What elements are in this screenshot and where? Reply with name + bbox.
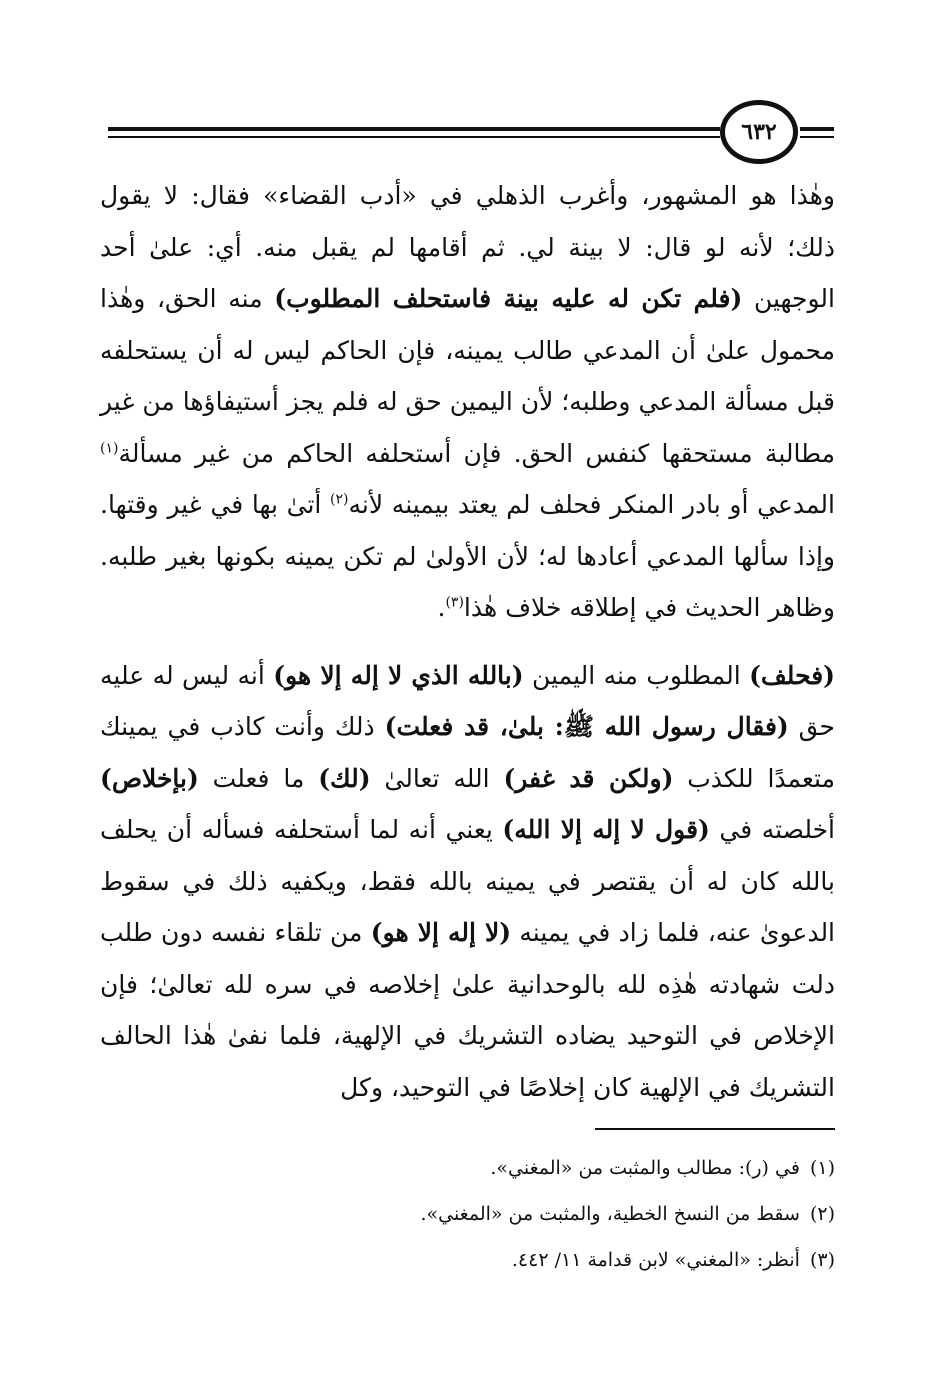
text-run: من تلقاء نفسه دون طلب دلت شهادته هٰذِه لله بالوحدانية علىٰ إخلاصه في سره لله تعالىٰ؛ فإن الإخلاص في التوحيد يضاده التشريك في الإلهية، فلما نفىٰ هٰذا الحالف التشريك في الإلهية كان إخلاصًا في التوحيد، وكل <box>100 918 835 1102</box>
footnote-ref-2: (٢) <box>330 491 349 508</box>
footnote-number: (٣) <box>809 1249 835 1271</box>
footnote-number: (١) <box>809 1157 835 1179</box>
text-run: ذلك وأنت كاذب في يمينك متعمدًا للكذب <box>100 712 835 793</box>
footnotes <box>100 1145 835 1283</box>
footnote-text: في (ر): مطالب والمثبت من «المغني». <box>490 1157 800 1179</box>
footnote-ref-1: (١) <box>100 440 119 457</box>
page-number: ٦٣٢ <box>720 100 798 164</box>
paragraph-1 <box>100 170 835 634</box>
quoted-hadith-text: (بالله الذي لا إله إلا هو) <box>273 660 524 690</box>
header-rule-right-thin <box>800 136 834 138</box>
text-run: . <box>437 593 446 622</box>
footnote-2 <box>100 1191 835 1237</box>
text-run: الله تعالىٰ <box>370 763 504 793</box>
footnote-3 <box>100 1237 835 1283</box>
quoted-hadith-text: (فلم تكن له عليه بينة فاستحلف المطلوب) <box>274 284 743 313</box>
header-rule <box>108 127 720 131</box>
paragraph-2 <box>100 650 835 1114</box>
text-run: أنه ليس له عليه حق <box>100 660 835 741</box>
quoted-hadith-text: (فحلف) <box>749 660 835 690</box>
footnote-separator <box>595 1128 835 1130</box>
quoted-hadith-text: (بإخلاص) <box>100 763 199 793</box>
text-run: أتىٰ بها في غير وقتها. وإذا سألها المدعي أعادها له؛ لأن الأولىٰ لم تكن يمينه بكونها بغير طلبه. وظاهر الحديث في إطلاقه خلاف هٰذا <box>100 490 835 622</box>
main-text <box>100 170 835 1113</box>
header-rule-thin <box>108 136 720 138</box>
text-run: منه الحق، وهٰذا محمول علىٰ أن المدعي طالب يمينه، فإن الحاكم ليس له أن يستحلفه قبل مسألة المدعي وطلبه؛ لأن اليمين حق له فلم يجز أستيفاؤها من غير مطالبة مستحقها كنفس الحق. فإن أستحلفه الحاكم من غير مسألة <box>100 284 835 468</box>
footnote-1 <box>100 1145 835 1191</box>
text-run: المدعي أو بادر المنكر فحلف لم يعتد بيمينه لأنه <box>348 490 835 519</box>
quoted-hadith-text: (لك) <box>318 763 371 793</box>
text-run: يعني أنه لما أستحلفه فسأله أن يحلف بالله كان له أن يقتصر في يمينه بالله فقط، ويكفيه ذلك في سقوط الدعوىٰ عنه، فلما زاد في يمينه <box>100 815 836 947</box>
text-run: المطلوب منه اليمين <box>523 660 750 690</box>
footnote-text: سقط من النسخ الخطية، والمثبت من «المغني». <box>420 1203 800 1225</box>
quoted-hadith-text: (لا إله إلا هو) <box>370 918 512 947</box>
quoted-hadith-text: (ولكن قد غفر) <box>503 763 674 793</box>
header-rule-right <box>800 127 834 131</box>
footnote-text: أنظر: «المغني» لابن قدامة ١١/ ٤٤٢. <box>511 1249 800 1271</box>
text-run: وهٰذا هو المشهور، وأغرب الذهلي في «أدب القضاء» فقال: لا يقول ذلك؛ لأنه لو قال: لا بينة لي. ثم أقامها لم يقبل منه. أي: علىٰ أحد الوجهين <box>100 181 835 313</box>
quoted-hadith-text: (فقال رسول الله ﷺ: بلىٰ، قد فعلت) <box>384 712 789 741</box>
footnote-number: (٢) <box>809 1203 835 1225</box>
quoted-hadith-text: (قول لا إله إلا الله) <box>502 815 710 844</box>
footnote-ref-3: (٣) <box>445 594 464 611</box>
text-run: ما فعلت <box>198 763 319 793</box>
text-run: أخلصته في <box>709 815 835 844</box>
